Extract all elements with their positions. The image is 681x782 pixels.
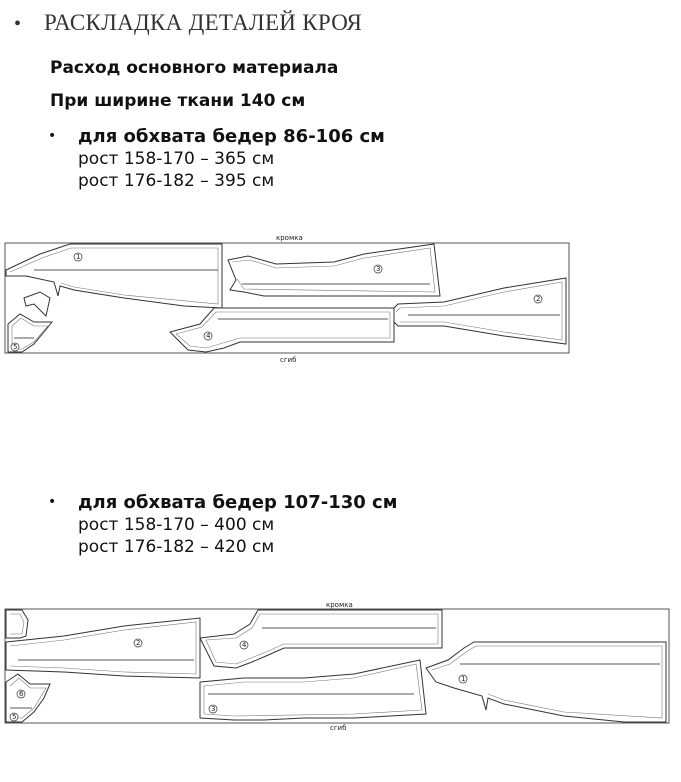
layout-2-piece-6-number: 6 xyxy=(19,690,24,698)
layout-1-edge-label: кромка xyxy=(276,234,303,242)
layout-1-piece-2-number: 2 xyxy=(536,295,541,303)
cutting-layout-1 xyxy=(4,232,570,364)
layout-2-piece-5-number: 5 xyxy=(12,713,17,721)
case-2-line-1: рост 158-170 – 400 см xyxy=(78,515,275,535)
layout-2-piece-2-number: 2 xyxy=(136,639,141,647)
case-1-line-2: рост 176-182 – 395 см xyxy=(78,171,275,191)
layout-1-piece-3-number: 3 xyxy=(376,265,381,273)
case-1-title: для обхвата бедер 86-106 см xyxy=(78,126,385,147)
layout-1-piece-5-number: 5 xyxy=(13,343,18,351)
layout-2-piece-3 xyxy=(200,660,426,720)
heading-title: РАСКЛАДКА ДЕТАЛЕЙ КРОЯ xyxy=(44,10,363,35)
layout-1-small-piece xyxy=(24,292,50,316)
layout-2-piece-3-number: 3 xyxy=(211,705,216,713)
layout-2-piece-2 xyxy=(6,618,200,678)
layout-1-piece-3 xyxy=(228,244,440,296)
case-1 xyxy=(48,125,385,192)
cutting-layout-2 xyxy=(4,598,670,732)
layout-2-piece-1-number: 1 xyxy=(461,675,466,683)
layout-1-piece-4-number: 4 xyxy=(206,332,211,340)
layout-2-piece-4 xyxy=(200,610,442,668)
case-2-title: для обхвата бедер 107-130 см xyxy=(78,492,398,513)
layout-2-piece-4-number: 4 xyxy=(242,641,247,649)
layout-2-fold-label: сгиб xyxy=(330,724,347,732)
layout-1-diagram xyxy=(4,232,570,364)
layout-1-fold-label: сгиб xyxy=(280,356,297,364)
layout-2-diagram xyxy=(4,598,670,732)
case-2 xyxy=(48,491,397,558)
layout-1-piece-1-number: 1 xyxy=(76,253,81,261)
section-heading xyxy=(14,10,362,36)
fabric-width-label: При ширине ткани 140 см xyxy=(50,91,306,111)
layout-1-piece-4 xyxy=(170,308,394,352)
case-1-line-1: рост 158-170 – 365 см xyxy=(78,149,275,169)
heading-bullet: • xyxy=(14,13,22,35)
material-consumption-title: Расход основного материала xyxy=(50,58,339,78)
case-2-bullet: • xyxy=(48,494,57,510)
case-1-bullet: • xyxy=(48,128,57,144)
case-2-line-2: рост 176-182 – 420 см xyxy=(78,537,275,557)
layout-2-edge-label: кромка xyxy=(326,601,353,609)
